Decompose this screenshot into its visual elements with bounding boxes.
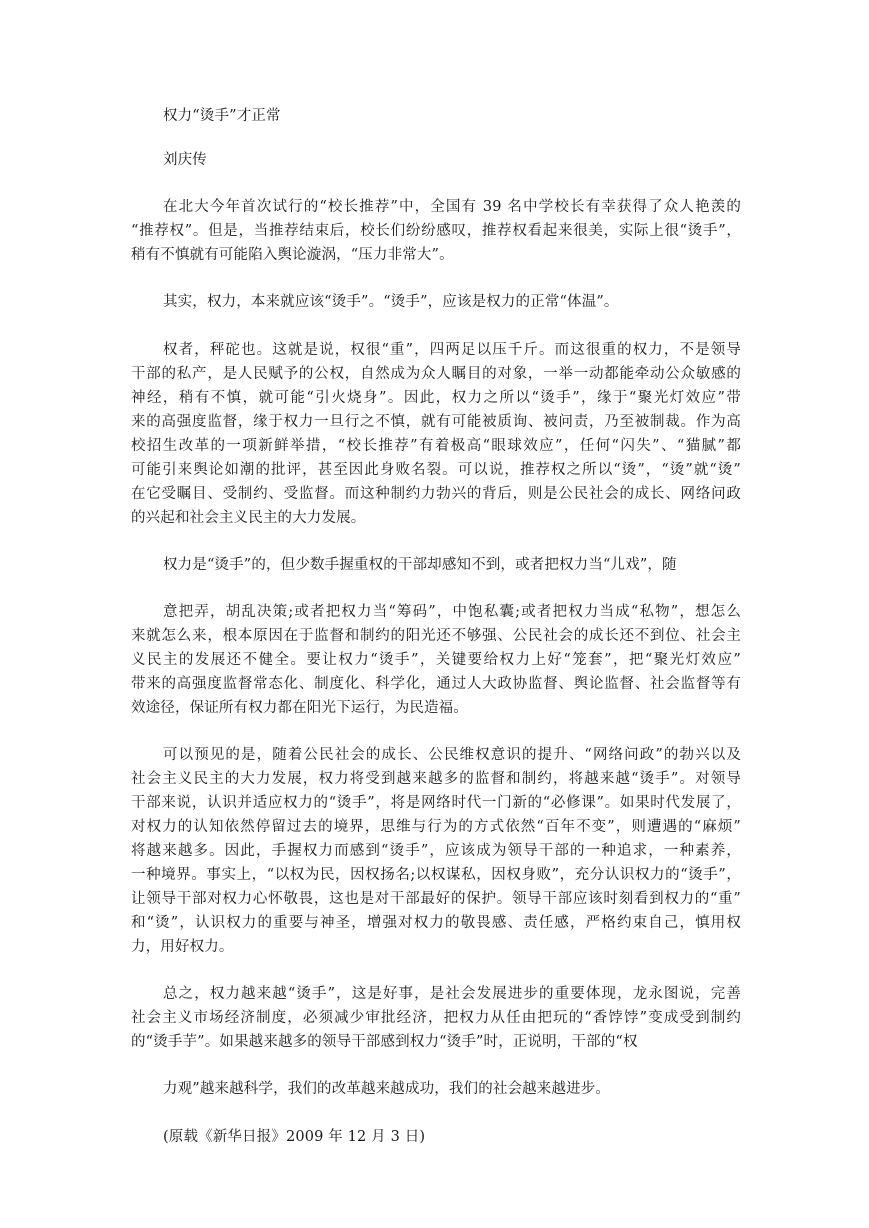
paragraph-line: 校招生改革的一项新鲜举措，“校长推荐”有着极高“眼球效应”，任何“闪失”、“猫腻”都 xyxy=(131,438,741,454)
paragraph-line: 社会主义民主的大力发展，权力将受到越来越多的监督和制约，将越来越“烫手”。对领导 xyxy=(131,771,741,787)
paragraph-line: 对权力的认知依然停留过去的境界，思维与行为的方式依然“百年不变”，则遭遇的“麻烦” xyxy=(131,819,741,835)
paragraph-line: 总之，权力越来越“烫手”，这是好事，是社会发展进步的重要体现，龙永图说，完善 xyxy=(163,986,741,1002)
paragraph-line: 可能引来舆论如潮的批评，甚至因此身败名裂。可以说，推荐权之所以“烫”，“烫”就“烫” xyxy=(131,462,741,478)
paragraph-line: 干部来说，认识并适应权力的“烫手”，将是网络时代一门新的“必修课”。如果时代发展了， xyxy=(131,795,741,811)
paragraph-line: 将越来越多。因此，手握权力而感到“烫手”，应该成为领导干部的一种追求，一种素养， xyxy=(131,843,741,859)
paragraph-line: 的“烫手芋”。如果越来越多的领导干部感到权力“烫手”时，正说明，干部的“权 xyxy=(131,1034,638,1050)
paragraph-line: 权力是“烫手”的，但少数手握重权的干部却感知不到，或者把权力当“儿戏”，随 xyxy=(163,557,677,573)
paragraph-line: “推荐权”。但是，当推荐结束后，校长们纷纷感叹，推荐权看起来很美，实际上很“烫手”， xyxy=(131,223,741,239)
paragraph-line: 的兴起和社会主义民主的大力发展。 xyxy=(131,510,366,526)
paragraph-line: 力观”越来越科学，我们的改革越来越成功，我们的社会越来越进步。 xyxy=(163,1081,611,1097)
article-author: 刘庆传 xyxy=(163,152,207,168)
paragraph-line: 社会主义市场经济制度，必须减少审批经济，把权力从任由把玩的“香饽饽”变成受到制约 xyxy=(131,1010,741,1026)
article-title: 权力“烫手”才正常 xyxy=(163,108,281,124)
paragraph-line: 来的高强度监督，缘于权力一旦行之不慎，就有可能被质询、被问责，乃至被制裁。作为高 xyxy=(131,414,741,430)
paragraph-line: 在它受瞩目、受制约、受监督。而这种制约力勃兴的背后，则是公民社会的成长、网络问政 xyxy=(131,486,741,502)
paragraph-line: 干部的私产，是人民赋予的公权，自然成为众人瞩目的对象，一举一动都能牵动公众敏感的 xyxy=(131,366,741,382)
paragraph-line: 义民主的发展还不健全。要让权力“烫手”，关键要给权力上好“笼套”，把“聚光灯效应” xyxy=(131,652,741,668)
paragraph-line: 神经，稍有不慎，就可能“引火烧身”。因此，权力之所以“烫手”，缘于“聚光灯效应”带 xyxy=(131,390,741,406)
paragraph-line: 可以预见的是，随着公民社会的成长、公民维权意识的提升、“网络问政”的勃兴以及 xyxy=(163,747,741,763)
paragraph-line: 一种境界。事实上，“以权为民，因权扬名;以权谋私，因权身败”，充分认识权力的“烫手”， xyxy=(131,867,741,883)
paragraph-line: 和“烫”，认识权力的重要与神圣，增强对权力的敬畏感、责任感，严格约束自己，慎用权 xyxy=(131,915,741,931)
paragraph-line: 效途径，保证所有权力都在阳光下运行，为民造福。 xyxy=(131,700,468,716)
source-citation: (原载《新华日报》2009 年 12 月 3 日) xyxy=(163,1129,426,1145)
paragraph-line: 力，用好权力。 xyxy=(131,939,234,955)
paragraph-line: 来就怎么来，根本原因在于监督和制约的阳光还不够强、公民社会的成长还不到位、社会主 xyxy=(131,628,741,644)
paragraph-line: 在北大今年首次试行的“校长推荐”中，全国有 39 名中学校长有幸获得了众人艳羡的 xyxy=(163,199,741,215)
paragraph-line: 带来的高强度监督常态化、制度化、科学化，通过人大政协监督、舆论监督、社会监督等有 xyxy=(131,676,741,692)
paragraph-line: 让领导干部对权力心怀敬畏，这也是对干部最好的保护。领导干部应该时刻看到权力的“重” xyxy=(131,891,741,907)
paragraph-line: 其实，权力，本来就应该“烫手”。“烫手”，应该是权力的正常“体温”。 xyxy=(163,294,619,310)
paragraph-line: 稍有不慎就有可能陷入舆论漩涡，“压力非常大”。 xyxy=(131,247,454,263)
paragraph-line: 意把弄，胡乱决策;或者把权力当“筹码”，中饱私囊;或者把权力当成“私物”，想怎么 xyxy=(163,604,741,620)
paragraph-line: 权者，秤砣也。这就是说，权很“重”，四两足以压千斤。而这很重的权力，不是领导 xyxy=(163,342,741,358)
